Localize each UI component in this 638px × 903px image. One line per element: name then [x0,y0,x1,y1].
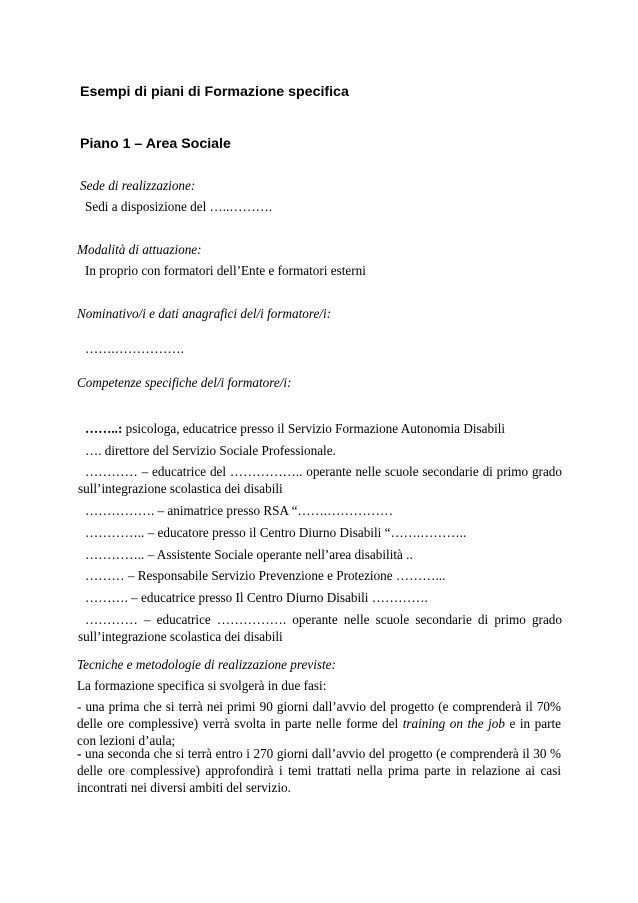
sede-label: Sede di realizzazione: [80,178,196,193]
competenze-label: Competenze specifiche del/i formatore/i: [77,375,292,390]
sede-value: Sedi a disposizione del …..………. [85,199,273,214]
competenza-item: …. direttore del Servizio Sociale Professionale. [85,443,336,458]
competenza-item: ………….. – Assistente Sociale operante nell’area disabilità .. [85,547,413,562]
competenza-item: ………… – educatrice del …………….. operante nelle scuole secondarie di primo grado sull’integrazione scolastica dei disabili [78,464,562,496]
competenza-item: ………. – educatrice presso Il Centro Diurno Disabili …………. [85,590,428,605]
nominativo-value: …….……………. [85,341,184,356]
competenza-item: ……..: psicologa, educatrice presso il Servizio Formazione Autonomia Disabili [85,421,506,436]
plan-title: Piano 1 – Area Sociale [80,136,231,152]
tecniche-label: Tecniche e metodologie di realizzazione previste: [77,657,336,672]
competenza-item: ……… – Responsabile Servizio Prevenzione e Protezione ………... [85,568,446,583]
modalita-value: In proprio con formatori dell’Ente e formatori esterni [85,263,366,278]
tecniche-intro: La formazione specifica si svolgerà in due fasi: [77,678,327,693]
modalita-label: Modalità di attuazione: [77,242,202,257]
competenza-item: ………… – educatrice ……………. operante nelle scuole secondarie di primo grado sull’integrazione scolastica dei disabili [78,612,562,644]
nominativo-label: Nominativo/i e dati anagrafici del/i formatore/i: [77,306,332,321]
competenza-item: ……………. – animatrice presso RSA “…….…………… [85,503,394,518]
phase-one-paragraph: - una prima che si terrà nei primi 90 giorni dall’avvio del progetto (e comprenderà il 70% delle ore complessive) verrà svolta in parte nelle forme del training on the job e in parte con lezioni d’aula; [77,699,561,748]
competenza-lead: ……..: [85,421,123,436]
training-emphasis: training on the job [402,716,505,731]
phase-two-paragraph: - una seconda che si terrà entro i 270 giorni dall’avvio del progetto (e comprenderà il 30 % delle ore complessive) approfondirà i temi trattati nella prima parte in relazione ai casi incontrati nei diversi ambiti del servizio. [77,746,561,795]
document-title: Esempi di piani di Formazione specifica [80,84,349,100]
competenza-item: ………….. – educatore presso il Centro Diurno Disabili “…….……….. [85,525,467,540]
